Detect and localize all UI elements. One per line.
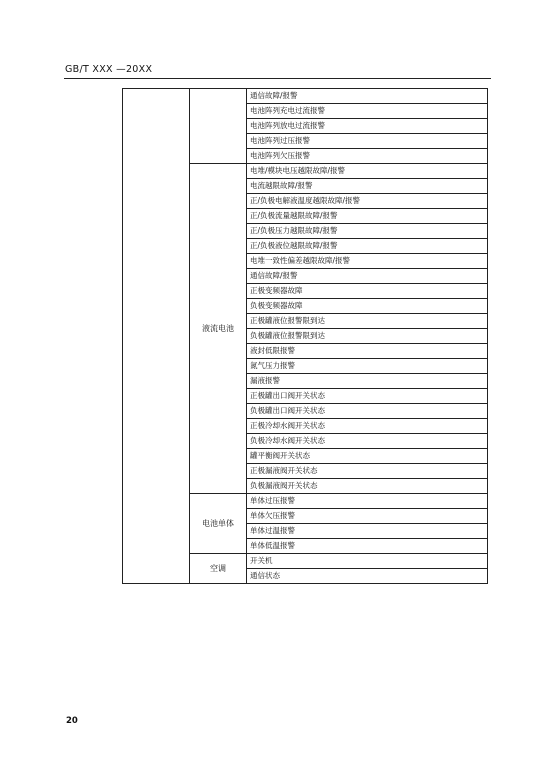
item-cell: 电堆/模块电压越限故障/报警 <box>247 164 488 179</box>
item-cell: 正极罐液位报警限到达 <box>247 314 488 329</box>
item-cell: 罐平衡阀开关状态 <box>247 449 488 464</box>
header-rule <box>64 78 491 79</box>
item-cell: 电流越限故障/报警 <box>247 179 488 194</box>
item-cell: 单体低温报警 <box>247 539 488 554</box>
item-cell: 电池阵列欠压报警 <box>247 149 488 164</box>
table-row <box>123 89 488 104</box>
category-cell: 空调 <box>190 554 247 584</box>
item-cell: 负极罐出口阀开关状态 <box>247 404 488 419</box>
item-cell: 负极罐液位报警限到达 <box>247 329 488 344</box>
item-cell: 正极漏液阀开关状态 <box>247 464 488 479</box>
document-code: GB/T XXX —20XX <box>65 64 153 75</box>
item-cell: 电堆一致性偏差越限故障/报警 <box>247 254 488 269</box>
item-cell: 通信故障/报警 <box>247 269 488 284</box>
item-cell: 氮气压力报警 <box>247 359 488 374</box>
item-cell: 正极罐出口阀开关状态 <box>247 389 488 404</box>
item-cell: 正/负极压力越限故障/报警 <box>247 224 488 239</box>
item-cell: 负极变频器故障 <box>247 299 488 314</box>
item-cell: 电池阵列充电过流报警 <box>247 104 488 119</box>
monitoring-items-table <box>122 88 488 584</box>
item-cell: 电池阵列过压报警 <box>247 134 488 149</box>
item-cell: 单体过压报警 <box>247 494 488 509</box>
item-cell: 正极冷却水阀开关状态 <box>247 419 488 434</box>
item-cell: 正/负极流量越限故障/报警 <box>247 209 488 224</box>
item-cell: 正极变频器故障 <box>247 284 488 299</box>
page-number: 20 <box>66 716 78 726</box>
item-cell: 漏液报警 <box>247 374 488 389</box>
item-cell: 单体欠压报警 <box>247 509 488 524</box>
item-cell: 负极冷却水阀开关状态 <box>247 434 488 449</box>
item-cell: 通信故障/报警 <box>247 89 488 104</box>
item-cell: 负极漏液阀开关状态 <box>247 479 488 494</box>
item-cell: 电池阵列放电过流报警 <box>247 119 488 134</box>
outer-category-cell <box>123 89 190 584</box>
category-cell <box>190 89 247 164</box>
item-cell: 通信状态 <box>247 569 488 584</box>
table-body <box>123 89 488 584</box>
item-cell: 正/负极电解液温度越限故障/报警 <box>247 194 488 209</box>
category-cell: 电池单体 <box>190 494 247 554</box>
item-cell: 正/负极液位越限故障/报警 <box>247 239 488 254</box>
item-cell: 开关机 <box>247 554 488 569</box>
category-cell: 液流电池 <box>190 164 247 494</box>
item-cell: 液封低限报警 <box>247 344 488 359</box>
item-cell: 单体过温报警 <box>247 524 488 539</box>
